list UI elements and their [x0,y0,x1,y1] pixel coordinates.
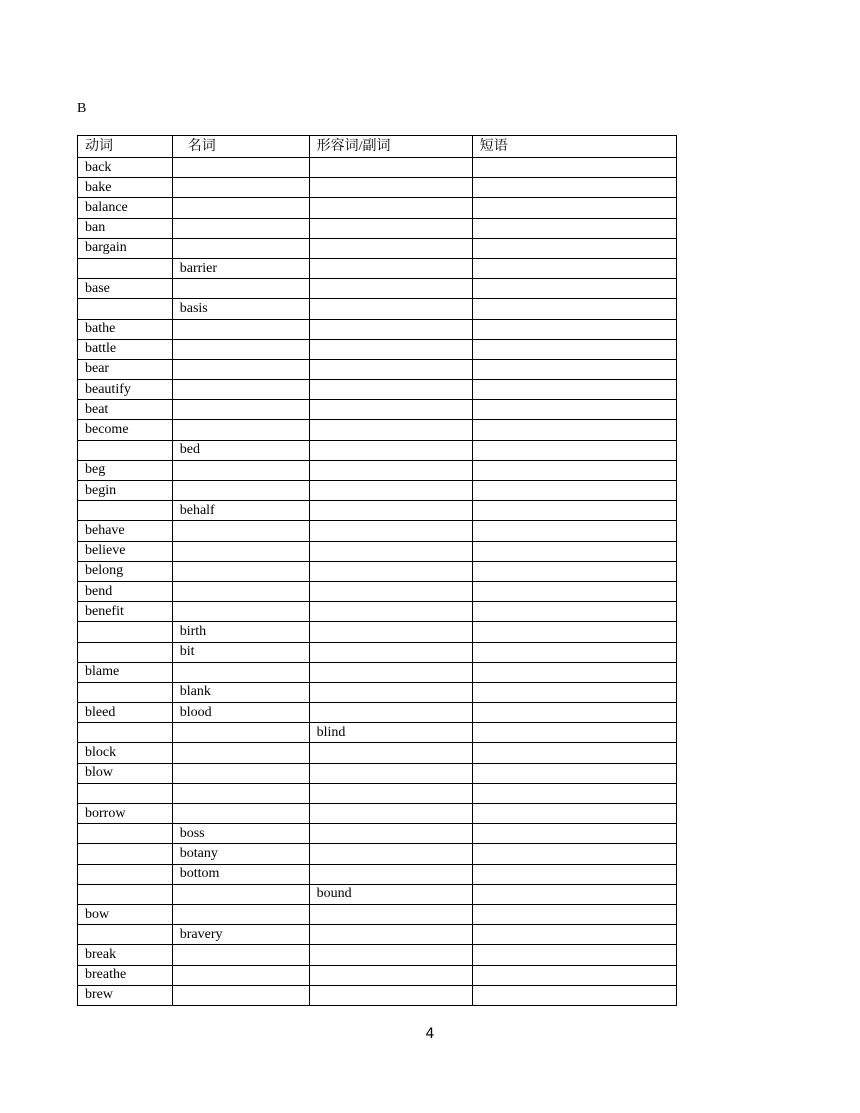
noun-cell [172,420,309,440]
noun-cell [172,238,309,258]
table-row [78,521,677,541]
phrase-cell [472,723,676,743]
verb-cell: become [78,420,173,440]
phrase-cell [472,703,676,723]
noun-cell [172,380,309,400]
phrase-cell [472,804,676,824]
adj-adv-cell [309,945,472,965]
table-row [78,824,677,844]
table-row [78,965,677,985]
phrase-cell [472,581,676,601]
phrase-cell [472,178,676,198]
verb-cell: bleed [78,703,173,723]
table-row [78,541,677,561]
table-header-row [78,136,677,158]
verb-cell: breathe [78,965,173,985]
section-letter: B [77,101,87,116]
adj-adv-cell [309,258,472,278]
verb-cell: blow [78,763,173,783]
noun-cell [172,985,309,1005]
verb-cell: benefit [78,602,173,622]
verb-cell: believe [78,541,173,561]
noun-cell [172,884,309,904]
noun-cell [172,662,309,682]
adj-adv-cell [309,541,472,561]
phrase-cell [472,985,676,1005]
adj-adv-cell [309,642,472,662]
adj-adv-cell [309,763,472,783]
phrase-cell [472,783,676,803]
adj-adv-cell [309,501,472,521]
table-row [78,662,677,682]
adj-adv-cell [309,622,472,642]
header-adj-adv: 形容词/副词 [309,136,472,158]
adj-adv-cell [309,965,472,985]
noun-cell: botany [172,844,309,864]
adj-adv-cell [309,783,472,803]
verb-cell: base [78,279,173,299]
phrase-cell [472,319,676,339]
page-number: 4 [425,1026,435,1042]
table-row [78,460,677,480]
noun-cell [172,904,309,924]
adj-adv-cell [309,460,472,480]
adj-adv-cell [309,299,472,319]
verb-cell [78,864,173,884]
adj-adv-cell [309,561,472,581]
table-row [78,238,677,258]
phrase-cell [472,218,676,238]
verb-cell [78,440,173,460]
verb-cell [78,884,173,904]
adj-adv-cell [309,319,472,339]
phrase-cell [472,561,676,581]
verb-cell: balance [78,198,173,218]
phrase-cell [472,642,676,662]
noun-cell [172,541,309,561]
table-row [78,844,677,864]
verb-cell: beat [78,400,173,420]
noun-cell [172,521,309,541]
adj-adv-cell [309,581,472,601]
table-row [78,581,677,601]
table-row [78,763,677,783]
header-phrase: 短语 [472,136,676,158]
table-row [78,218,677,238]
phrase-cell [472,380,676,400]
verb-cell: bend [78,581,173,601]
verb-cell: beautify [78,380,173,400]
phrase-cell [472,420,676,440]
table-row [78,440,677,460]
adj-adv-cell [309,400,472,420]
table-row [78,783,677,803]
adj-adv-cell [309,904,472,924]
adj-adv-cell [309,218,472,238]
phrase-cell [472,824,676,844]
table-row [78,299,677,319]
adj-adv-cell [309,602,472,622]
phrase-cell [472,481,676,501]
table-row [78,804,677,824]
phrase-cell [472,258,676,278]
phrase-cell [472,965,676,985]
adj-adv-cell [309,339,472,359]
header-verb: 动词 [78,136,173,158]
verb-cell: behave [78,521,173,541]
adj-adv-cell [309,521,472,541]
noun-cell: basis [172,299,309,319]
verb-cell: blame [78,662,173,682]
phrase-cell [472,602,676,622]
noun-cell [172,339,309,359]
verb-cell: bargain [78,238,173,258]
noun-cell [172,319,309,339]
table-row [78,642,677,662]
noun-cell: bit [172,642,309,662]
adj-adv-cell [309,420,472,440]
phrase-cell [472,763,676,783]
verb-cell: borrow [78,804,173,824]
noun-cell [172,743,309,763]
table-row [78,481,677,501]
phrase-cell [472,501,676,521]
noun-cell [172,460,309,480]
adj-adv-cell [309,238,472,258]
table-row [78,864,677,884]
noun-cell [172,783,309,803]
verb-cell [78,824,173,844]
phrase-cell [472,844,676,864]
phrase-cell [472,622,676,642]
noun-cell [172,198,309,218]
table-row [78,319,677,339]
table-row [78,339,677,359]
header-noun: 名词 [172,136,309,158]
adj-adv-cell [309,743,472,763]
phrase-cell [472,460,676,480]
noun-cell [172,945,309,965]
adj-adv-cell [309,682,472,702]
phrase-cell [472,339,676,359]
verb-cell: bathe [78,319,173,339]
noun-cell: bed [172,440,309,460]
adj-adv-cell [309,178,472,198]
phrase-cell [472,925,676,945]
adj-adv-cell [309,440,472,460]
phrase-cell [472,884,676,904]
verb-cell [78,642,173,662]
noun-cell: birth [172,622,309,642]
noun-cell [172,481,309,501]
noun-cell: bravery [172,925,309,945]
table-row [78,682,677,702]
noun-cell: bottom [172,864,309,884]
adj-adv-cell [309,703,472,723]
table-row [78,400,677,420]
phrase-cell [472,945,676,965]
verb-cell: back [78,158,173,178]
noun-cell [172,723,309,743]
table-row [78,380,677,400]
adj-adv-cell [309,158,472,178]
phrase-cell [472,904,676,924]
noun-cell [172,804,309,824]
noun-cell [172,602,309,622]
adj-adv-cell [309,279,472,299]
table-row [78,420,677,440]
verb-cell: bow [78,904,173,924]
table-row [78,561,677,581]
phrase-cell [472,682,676,702]
table-row [78,279,677,299]
adj-adv-cell [309,985,472,1005]
adj-adv-cell: blind [309,723,472,743]
adj-adv-cell [309,380,472,400]
verb-cell: battle [78,339,173,359]
table-row [78,904,677,924]
noun-cell [172,400,309,420]
adj-adv-cell [309,864,472,884]
phrase-cell [472,521,676,541]
adj-adv-cell [309,824,472,844]
phrase-cell [472,279,676,299]
noun-cell: boss [172,824,309,844]
table-row [78,602,677,622]
noun-cell: barrier [172,258,309,278]
verb-cell [78,299,173,319]
verb-cell: bear [78,359,173,379]
phrase-cell [472,238,676,258]
table-row [78,925,677,945]
table-row [78,884,677,904]
noun-cell [172,359,309,379]
table-row [78,703,677,723]
verb-cell [78,258,173,278]
phrase-cell [472,359,676,379]
adj-adv-cell: bound [309,884,472,904]
noun-cell [172,581,309,601]
verb-cell [78,682,173,702]
noun-cell [172,965,309,985]
verb-cell: bake [78,178,173,198]
noun-cell [172,158,309,178]
verb-cell: beg [78,460,173,480]
verb-cell [78,501,173,521]
adj-adv-cell [309,198,472,218]
table-row [78,198,677,218]
noun-cell [172,763,309,783]
table-row [78,743,677,763]
noun-cell [172,279,309,299]
adj-adv-cell [309,925,472,945]
noun-cell: behalf [172,501,309,521]
verb-cell: block [78,743,173,763]
noun-cell [172,178,309,198]
phrase-cell [472,541,676,561]
phrase-cell [472,743,676,763]
noun-cell: blood [172,703,309,723]
phrase-cell [472,864,676,884]
verb-cell: ban [78,218,173,238]
table-row [78,158,677,178]
noun-cell [172,218,309,238]
noun-cell: blank [172,682,309,702]
table-row [78,945,677,965]
adj-adv-cell [309,804,472,824]
verb-cell [78,844,173,864]
verb-cell: belong [78,561,173,581]
table-row [78,723,677,743]
phrase-cell [472,400,676,420]
table-row [78,622,677,642]
phrase-cell [472,158,676,178]
adj-adv-cell [309,481,472,501]
verb-cell: break [78,945,173,965]
phrase-cell [472,662,676,682]
verb-cell [78,622,173,642]
phrase-cell [472,440,676,460]
table-row [78,258,677,278]
adj-adv-cell [309,662,472,682]
verb-cell: brew [78,985,173,1005]
table-row [78,359,677,379]
adj-adv-cell [309,359,472,379]
noun-cell [172,561,309,581]
verb-cell [78,783,173,803]
table-row [78,985,677,1005]
verb-cell [78,925,173,945]
verb-cell: begin [78,481,173,501]
vocabulary-table [77,135,677,1006]
adj-adv-cell [309,844,472,864]
table-row [78,501,677,521]
verb-cell [78,723,173,743]
table-row [78,178,677,198]
phrase-cell [472,198,676,218]
phrase-cell [472,299,676,319]
